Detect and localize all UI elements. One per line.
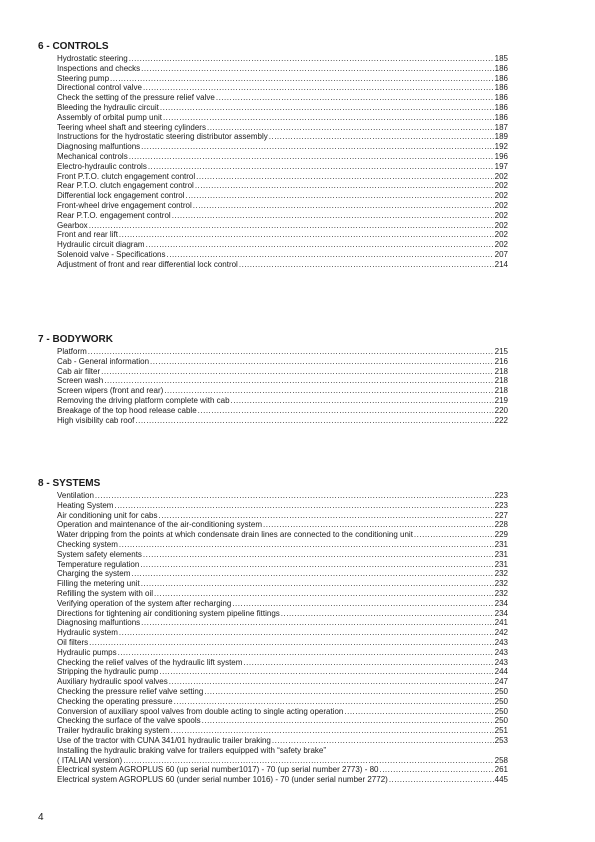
toc-entry xyxy=(57,618,508,628)
toc-entry-page: 220 xyxy=(494,405,508,415)
toc-entry-page: 214 xyxy=(494,259,508,269)
toc-entry-title: Cab air filter xyxy=(57,366,101,376)
dot-leader xyxy=(119,540,494,550)
toc-entry-page: 202 xyxy=(494,191,508,201)
toc-entry xyxy=(57,560,508,570)
dot-leader xyxy=(193,201,494,211)
toc-entry-page: 216 xyxy=(494,356,508,366)
dot-leader xyxy=(110,74,494,84)
dot-leader xyxy=(207,123,494,133)
toc-entry xyxy=(57,707,508,717)
toc-entry xyxy=(57,357,508,367)
toc-entry xyxy=(57,726,508,736)
toc-entry-title: Electrical system AGROPLUS 60 (under serial number 1016) - 70 (under serial number 2772) xyxy=(57,775,388,785)
toc-entry-page: 186 xyxy=(494,83,508,93)
dot-leader xyxy=(414,530,494,540)
section-title: 8 - SYSTEMS xyxy=(38,478,101,489)
dot-leader xyxy=(202,716,494,726)
toc-entry xyxy=(57,648,508,658)
dot-leader xyxy=(89,638,494,648)
toc-entry-page: 261 xyxy=(494,765,508,775)
toc-entry xyxy=(57,746,508,766)
toc-entry-page: 258 xyxy=(494,755,508,765)
toc-entry-title: Hydraulic system xyxy=(57,628,118,638)
toc-entry-title: Bleeding the hydraulic circuit xyxy=(57,102,159,112)
toc-entry-page: 196 xyxy=(494,151,508,161)
toc-entry-page: 234 xyxy=(494,608,508,618)
dot-leader xyxy=(141,618,493,628)
dot-leader xyxy=(185,191,493,201)
section-controls xyxy=(38,41,508,270)
dot-leader xyxy=(172,211,494,221)
toc-entry xyxy=(57,191,508,201)
toc-list xyxy=(57,347,508,425)
toc-entry xyxy=(57,64,508,74)
toc-entry xyxy=(57,386,508,396)
section-title: 7 - BODYWORK xyxy=(38,334,113,345)
toc-entry-page: 219 xyxy=(494,395,508,405)
toc-entry-title: Teering wheel shaft and steering cylinders xyxy=(57,122,206,132)
toc-entry-page: 250 xyxy=(494,716,508,726)
toc-entry xyxy=(57,520,508,530)
toc-entry-page: 234 xyxy=(494,598,508,608)
toc-entry-title: Installing the hydraulic braking valve for trailers equipped with “safety brake” xyxy=(57,745,327,755)
toc-entry-title: Platform xyxy=(57,347,87,356)
section-bodywork xyxy=(38,334,508,425)
toc-entry-title: Checking the operating pressure xyxy=(57,696,173,706)
toc-entry-title: Hydraulic pumps xyxy=(57,647,117,657)
toc-entry xyxy=(57,579,508,589)
toc-entry-page: 231 xyxy=(494,559,508,569)
toc-entry-title: Checking the surface of the valve spools xyxy=(57,716,201,726)
toc-entry-page: 187 xyxy=(494,122,508,132)
toc-entry xyxy=(57,367,508,377)
dot-leader xyxy=(160,103,494,113)
dot-leader xyxy=(195,181,494,191)
toc-entry xyxy=(57,142,508,152)
toc-entry xyxy=(57,599,508,609)
toc-entry xyxy=(57,530,508,540)
toc-entry xyxy=(57,376,508,386)
toc-entry-title: Electrical system AGROPLUS 60 (up serial number1017) - 70 (up serial number 2773) - 80 xyxy=(57,765,379,775)
dot-leader xyxy=(141,142,493,152)
toc-entry-page: 250 xyxy=(494,706,508,716)
toc-entry-page: 250 xyxy=(494,686,508,696)
toc-entry-title: Checking system xyxy=(57,539,118,549)
toc-entry-title: Ventilation xyxy=(57,491,94,500)
dot-leader xyxy=(88,347,494,357)
toc-entry xyxy=(57,74,508,84)
toc-entry xyxy=(57,240,508,250)
dot-leader xyxy=(167,250,494,260)
dot-leader xyxy=(263,520,494,530)
dot-leader xyxy=(123,756,493,766)
toc-entry xyxy=(57,221,508,231)
toc-entry-line xyxy=(57,756,508,766)
toc-entry-title: Use of the tractor with CUNA 341/01 hydraulic trailer braking xyxy=(57,735,271,745)
toc-entry xyxy=(57,103,508,113)
toc-entry xyxy=(57,172,508,182)
toc-entry-title: Water dripping from the points at which condensate drain lines are connected to the conditioning unit xyxy=(57,530,413,540)
toc-entry-page: 251 xyxy=(494,726,508,736)
toc-entry-page: 186 xyxy=(494,73,508,83)
toc-entry xyxy=(57,93,508,103)
dot-leader xyxy=(272,736,494,746)
dot-leader xyxy=(169,677,494,687)
toc-entry xyxy=(57,716,508,726)
toc-entry-title: Inspections and checks xyxy=(57,63,141,73)
toc-entry xyxy=(57,775,508,785)
toc-entry-page: 242 xyxy=(494,628,508,638)
toc-entry-title: Hydraulic circuit diagram xyxy=(57,240,145,250)
dot-leader xyxy=(118,648,494,658)
toc-entry xyxy=(57,501,508,511)
toc-entry-page: 207 xyxy=(494,249,508,259)
dot-leader xyxy=(232,599,493,609)
toc-list xyxy=(57,54,508,270)
toc-entry-title: Electro-hydraulic controls xyxy=(57,161,147,171)
toc-entry xyxy=(57,667,508,677)
toc-entry-page: 185 xyxy=(494,54,508,63)
toc-entry-title: System safety elements xyxy=(57,549,142,559)
page-number: 4 xyxy=(38,812,44,823)
toc-entry-title: Diagnosing malfuntions xyxy=(57,618,141,628)
dot-leader xyxy=(143,83,494,93)
toc-entry-page: 186 xyxy=(494,102,508,112)
toc-entry-title: Heating System xyxy=(57,500,114,510)
toc-entry-title: Hydrostatic steering xyxy=(57,54,128,63)
toc-entry-title: Checking the pressure relief valve setting xyxy=(57,686,204,696)
toc-entry-page: 445 xyxy=(494,775,508,785)
dot-leader xyxy=(196,172,493,182)
dot-leader xyxy=(281,609,494,619)
toc-entry-title: Diagnosing malfuntions xyxy=(57,142,141,152)
toc-entry xyxy=(57,511,508,521)
toc-entry xyxy=(57,609,508,619)
toc-entry xyxy=(57,181,508,191)
toc-entry-title: Trailer hydraulic braking system xyxy=(57,726,170,736)
toc-entry-title: Stripping the hydraulic pump xyxy=(57,667,159,677)
dot-leader xyxy=(239,260,494,270)
dot-leader xyxy=(379,765,493,775)
toc-entry-title: Refilling the system with oil xyxy=(57,588,154,598)
toc-entry-title: Rear P.T.O. engagement control xyxy=(57,210,171,220)
toc-entry xyxy=(57,54,508,64)
toc-entry-page: 215 xyxy=(494,347,508,356)
toc-entry-page: 231 xyxy=(494,539,508,549)
toc-entry-page: 218 xyxy=(494,386,508,396)
toc-entry-page: 227 xyxy=(494,510,508,520)
toc-entry-page: 218 xyxy=(494,376,508,386)
dot-leader xyxy=(171,726,494,736)
dot-leader xyxy=(129,152,494,162)
toc-entry-title: Checking the relief valves of the hydraulic lift system xyxy=(57,657,243,667)
toc-entry-page: 232 xyxy=(494,569,508,579)
toc-entry-page: 253 xyxy=(494,735,508,745)
toc-entry-title: Air conditioning unit for cabs xyxy=(57,510,158,520)
dot-leader xyxy=(204,687,493,697)
dot-leader xyxy=(159,667,493,677)
toc-entry-title-cont: ( ITALIAN version) xyxy=(57,755,123,765)
dot-leader xyxy=(159,511,494,521)
dot-leader xyxy=(114,501,493,511)
toc-entry-page: 231 xyxy=(494,549,508,559)
dot-leader xyxy=(163,113,494,123)
dot-leader xyxy=(104,376,493,386)
toc-entry-title: High visibility cab roof xyxy=(57,415,135,425)
dot-leader xyxy=(131,569,493,579)
toc-entry xyxy=(57,638,508,648)
dot-leader xyxy=(143,550,494,560)
toc-entry xyxy=(57,211,508,221)
toc-entry-title: Screen wipers (front and rear) xyxy=(57,386,164,396)
toc-entry-page: 232 xyxy=(494,588,508,598)
toc-entry xyxy=(57,250,508,260)
toc-entry-page: 202 xyxy=(494,181,508,191)
toc-entry-title: Directional control valve xyxy=(57,83,142,93)
toc-entry-title: Verifying operation of the system after recharging xyxy=(57,598,232,608)
dot-leader xyxy=(141,579,494,589)
toc-entry-page: 202 xyxy=(494,240,508,250)
dot-leader xyxy=(146,240,494,250)
toc-entry-title: Directions for tightening air conditioning system pipeline fittings xyxy=(57,608,280,618)
dot-leader xyxy=(141,64,493,74)
toc-entry-title: Differential lock engagement control xyxy=(57,191,185,201)
dot-leader xyxy=(129,54,494,64)
toc-entry-title: Front-wheel drive engagement control xyxy=(57,200,192,210)
toc-entry xyxy=(57,406,508,416)
toc-entry-title: Screen wash xyxy=(57,376,104,386)
toc-entry xyxy=(57,230,508,240)
toc-entry-page: 218 xyxy=(494,366,508,376)
toc-entry xyxy=(57,697,508,707)
toc-entry-title: Check the setting of the pressure relief valve xyxy=(57,93,215,103)
dot-leader xyxy=(164,386,493,396)
toc-entry-title: Assembly of orbital pump unit xyxy=(57,112,162,122)
toc-entry-page: 186 xyxy=(494,63,508,73)
toc-entry-title: Mechanical controls xyxy=(57,151,128,161)
section-title: 6 - CONTROLS xyxy=(38,41,109,52)
toc-entry-title: Temperature regulation xyxy=(57,559,140,569)
toc-entry-title: Operation and maintenance of the air-conditioning system xyxy=(57,520,263,530)
toc-entry-title: Instructions for the hydrostatic steering distributor assembly xyxy=(57,132,268,142)
toc-entry-page: 202 xyxy=(494,230,508,240)
toc-entry xyxy=(57,132,508,142)
toc-entry-page: 189 xyxy=(494,132,508,142)
dot-leader xyxy=(140,560,493,570)
toc-entry xyxy=(57,113,508,123)
toc-entry-title: Rear P.T.O. clutch engagement control xyxy=(57,181,194,191)
toc-entry-page: 202 xyxy=(494,220,508,230)
toc-entry-title: Conversion of auxiliary spool valves from double acting to single acting operation xyxy=(57,706,344,716)
toc-entry xyxy=(57,569,508,579)
toc-entry-title: Auxiliary hydraulic spool valves xyxy=(57,677,168,687)
toc-entry xyxy=(57,416,508,426)
toc-entry-page: 186 xyxy=(494,112,508,122)
toc-entry-page: 229 xyxy=(494,530,508,540)
toc-entry-page: 223 xyxy=(494,500,508,510)
section-systems xyxy=(38,478,508,785)
dot-leader xyxy=(231,396,494,406)
toc-entry-title: Gearbox xyxy=(57,220,88,230)
toc-entry-page: 243 xyxy=(494,657,508,667)
toc-entry-page: 232 xyxy=(494,579,508,589)
dot-leader xyxy=(148,162,494,172)
toc-entry-title: Solenoid valve - Specifications xyxy=(57,249,166,259)
toc-entry-page: 192 xyxy=(494,142,508,152)
toc-entry xyxy=(57,201,508,211)
toc-entry-page: 223 xyxy=(494,491,508,500)
dot-leader xyxy=(150,357,494,367)
toc-entry-page: 202 xyxy=(494,171,508,181)
dot-leader xyxy=(95,491,494,501)
toc-entry-title: Breakage of the top hood release cable xyxy=(57,405,197,415)
dot-leader xyxy=(174,697,494,707)
toc-entry xyxy=(57,589,508,599)
toc-entry xyxy=(57,396,508,406)
toc-entry-page: 250 xyxy=(494,696,508,706)
toc-entry-page: 222 xyxy=(494,415,508,425)
toc-entry xyxy=(57,260,508,270)
toc-entry-title: Steering pump xyxy=(57,73,110,83)
toc-entry-page: 202 xyxy=(494,210,508,220)
toc-entry xyxy=(57,491,508,501)
dot-leader xyxy=(198,406,494,416)
toc-entry-title: Adjustment of front and rear differential lock control xyxy=(57,259,238,269)
dot-leader xyxy=(119,230,494,240)
dot-leader xyxy=(135,416,493,426)
toc-entry-page: 247 xyxy=(494,677,508,687)
toc-entry xyxy=(57,628,508,638)
toc-entry xyxy=(57,83,508,93)
toc-entry-page: 243 xyxy=(494,637,508,647)
toc-entry-title: Charging the system xyxy=(57,569,131,579)
toc-entry-page: 241 xyxy=(494,618,508,628)
toc-entry-title: Oil filters xyxy=(57,637,89,647)
toc-entry-title: Filling the metering unit xyxy=(57,579,140,589)
toc-entry xyxy=(57,687,508,697)
toc-entry xyxy=(57,658,508,668)
dot-leader xyxy=(389,775,494,785)
toc-entry-title: Cab - General information xyxy=(57,356,150,366)
toc-entry xyxy=(57,540,508,550)
toc-entry-page: 243 xyxy=(494,647,508,657)
toc-entry xyxy=(57,152,508,162)
dot-leader xyxy=(101,367,494,377)
toc-entry-page: 186 xyxy=(494,93,508,103)
toc-entry-page: 202 xyxy=(494,200,508,210)
toc-entry xyxy=(57,162,508,172)
dot-leader xyxy=(243,658,493,668)
toc-entry xyxy=(57,677,508,687)
toc-entry-page: 228 xyxy=(494,520,508,530)
dot-leader xyxy=(119,628,494,638)
toc-entry-page: 197 xyxy=(494,161,508,171)
toc-entry xyxy=(57,123,508,133)
dot-leader xyxy=(344,707,493,717)
toc-entry-page: 244 xyxy=(494,667,508,677)
toc-entry-title: Front P.T.O. clutch engagement control xyxy=(57,171,196,181)
dot-leader xyxy=(89,221,494,231)
toc-entry xyxy=(57,550,508,560)
toc-entry xyxy=(57,347,508,357)
toc-entry xyxy=(57,765,508,775)
toc-entry xyxy=(57,736,508,746)
toc-entry-title: Front and rear lift xyxy=(57,230,118,240)
toc-list xyxy=(57,491,508,785)
dot-leader xyxy=(269,132,494,142)
dot-leader xyxy=(216,93,494,103)
toc-entry-title: Removing the driving platform complete with cab xyxy=(57,395,230,405)
dot-leader xyxy=(154,589,494,599)
